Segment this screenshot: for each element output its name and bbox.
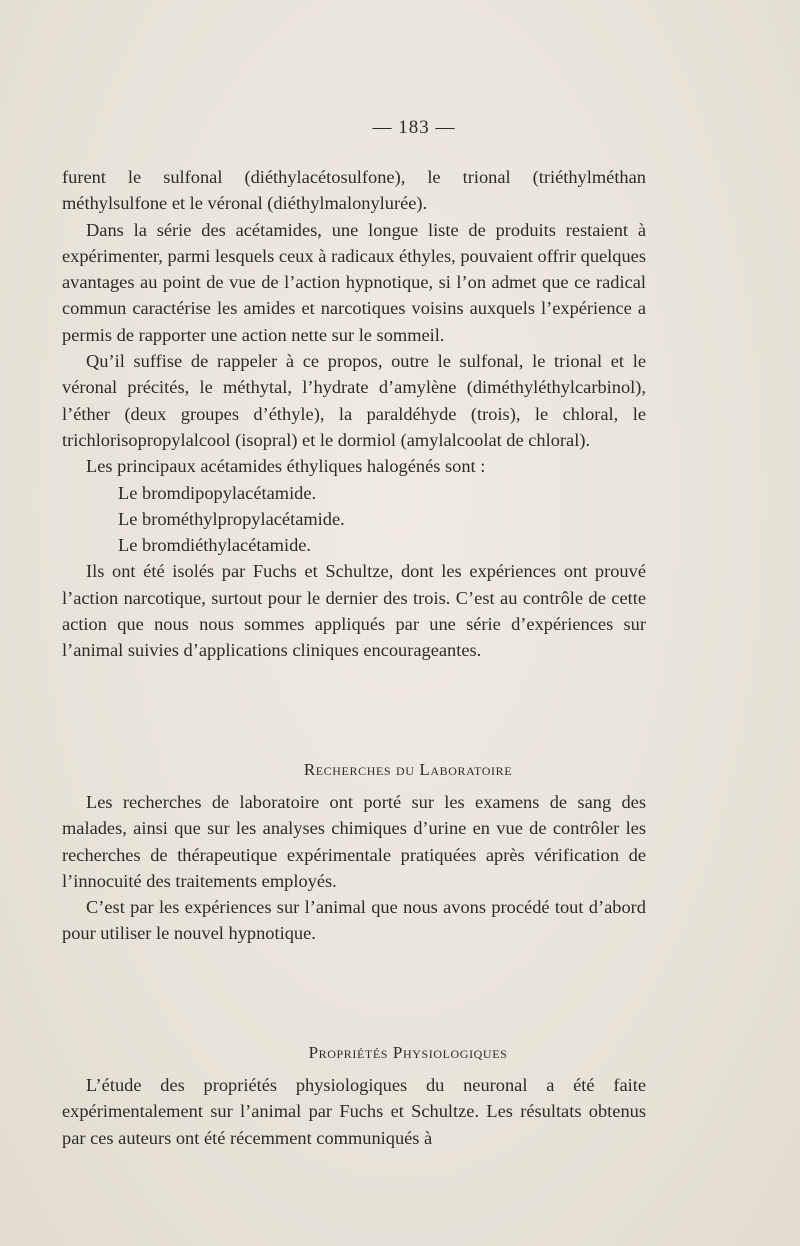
paragraph-laboratory: Les recherches de laboratoire ont porté sur les examens de sang des malades, ainsi que sur les analyses chimiques d’urine en vue de contrôler les recherches de thérapeutique expérimentale pratiquées après vérification de l’innocuité des traitements employés. [62, 792, 646, 891]
paragraph-continued: furent le sulfonal (diéthylacétosulfone), le trional (triéthylméthan méthylsulfone et le véronal (diéthylmalonylurée). [62, 167, 646, 214]
list-item: Le bromdiéthylacétamide. [118, 535, 312, 556]
opening-text-block [62, 164, 646, 664]
list-item: Le brométhylpropylacétamide. [118, 508, 345, 529]
paragraph-acetamides: Dans la série des acétamides, une longue liste de produits restaient à expérimenter, parmi lesquels ceux à radicaux éthyles, pouvaient offrir quelques avantages au point de vue de l’action hypnotique, si l’on admet que ce radical commun caractérise les amides et narcotiques voisins auxquels l’expérience a permis de rapporter une action nette sur le sommeil. [62, 219, 646, 345]
list-item: Le bromdipopylacétamide. [118, 482, 317, 503]
page-number: — 183 — [372, 117, 456, 138]
paragraph-physiology: L’étude des propriétés physiologiques du neuronal a été faite expérimentalement sur l’animal par Fuchs et Schultze. Les résultats obtenus par ces auteurs ont été récemment communiqués à [62, 1075, 646, 1148]
section-heading-physiology: Propriétés Physiologiques [308, 1043, 508, 1062]
paragraph-examples: Qu’il suffise de rappeler à ce propos, outre le sulfonal, le trional et le véronal précités, le méthytal, l’hydrate d’amylène (diméthyléthylcarbinol), l’éther (deux groupes d’éthyle), la paraldéhyde (trois), le chloral, le trichlorisopropylalcool (isopral) et le dormiol (amylalcoolat de chloral). [62, 351, 646, 450]
paragraph-animal-experiments: C’est par les expériences sur l’animal que nous avons procédé tout d’abord pour utiliser le nouvel hypnotique. [62, 897, 646, 944]
laboratory-text-block [62, 789, 646, 947]
paragraph-closing: Ils ont été isolés par Fuchs et Schultze, dont les expériences ont prouvé l’action narcotique, surtout pour le dernier des trois. C’est au contrôle de cette action que nous nous sommes appliqués par une série d’expériences sur l’animal suivies d’applications cliniques encourageantes. [62, 561, 646, 661]
physiology-text-block [62, 1072, 646, 1151]
paragraph-list-intro: Les principaux acétamides éthyliques halogénés sont : [86, 456, 486, 477]
section-heading-laboratory: Recherches du Laboratoire [303, 760, 513, 779]
